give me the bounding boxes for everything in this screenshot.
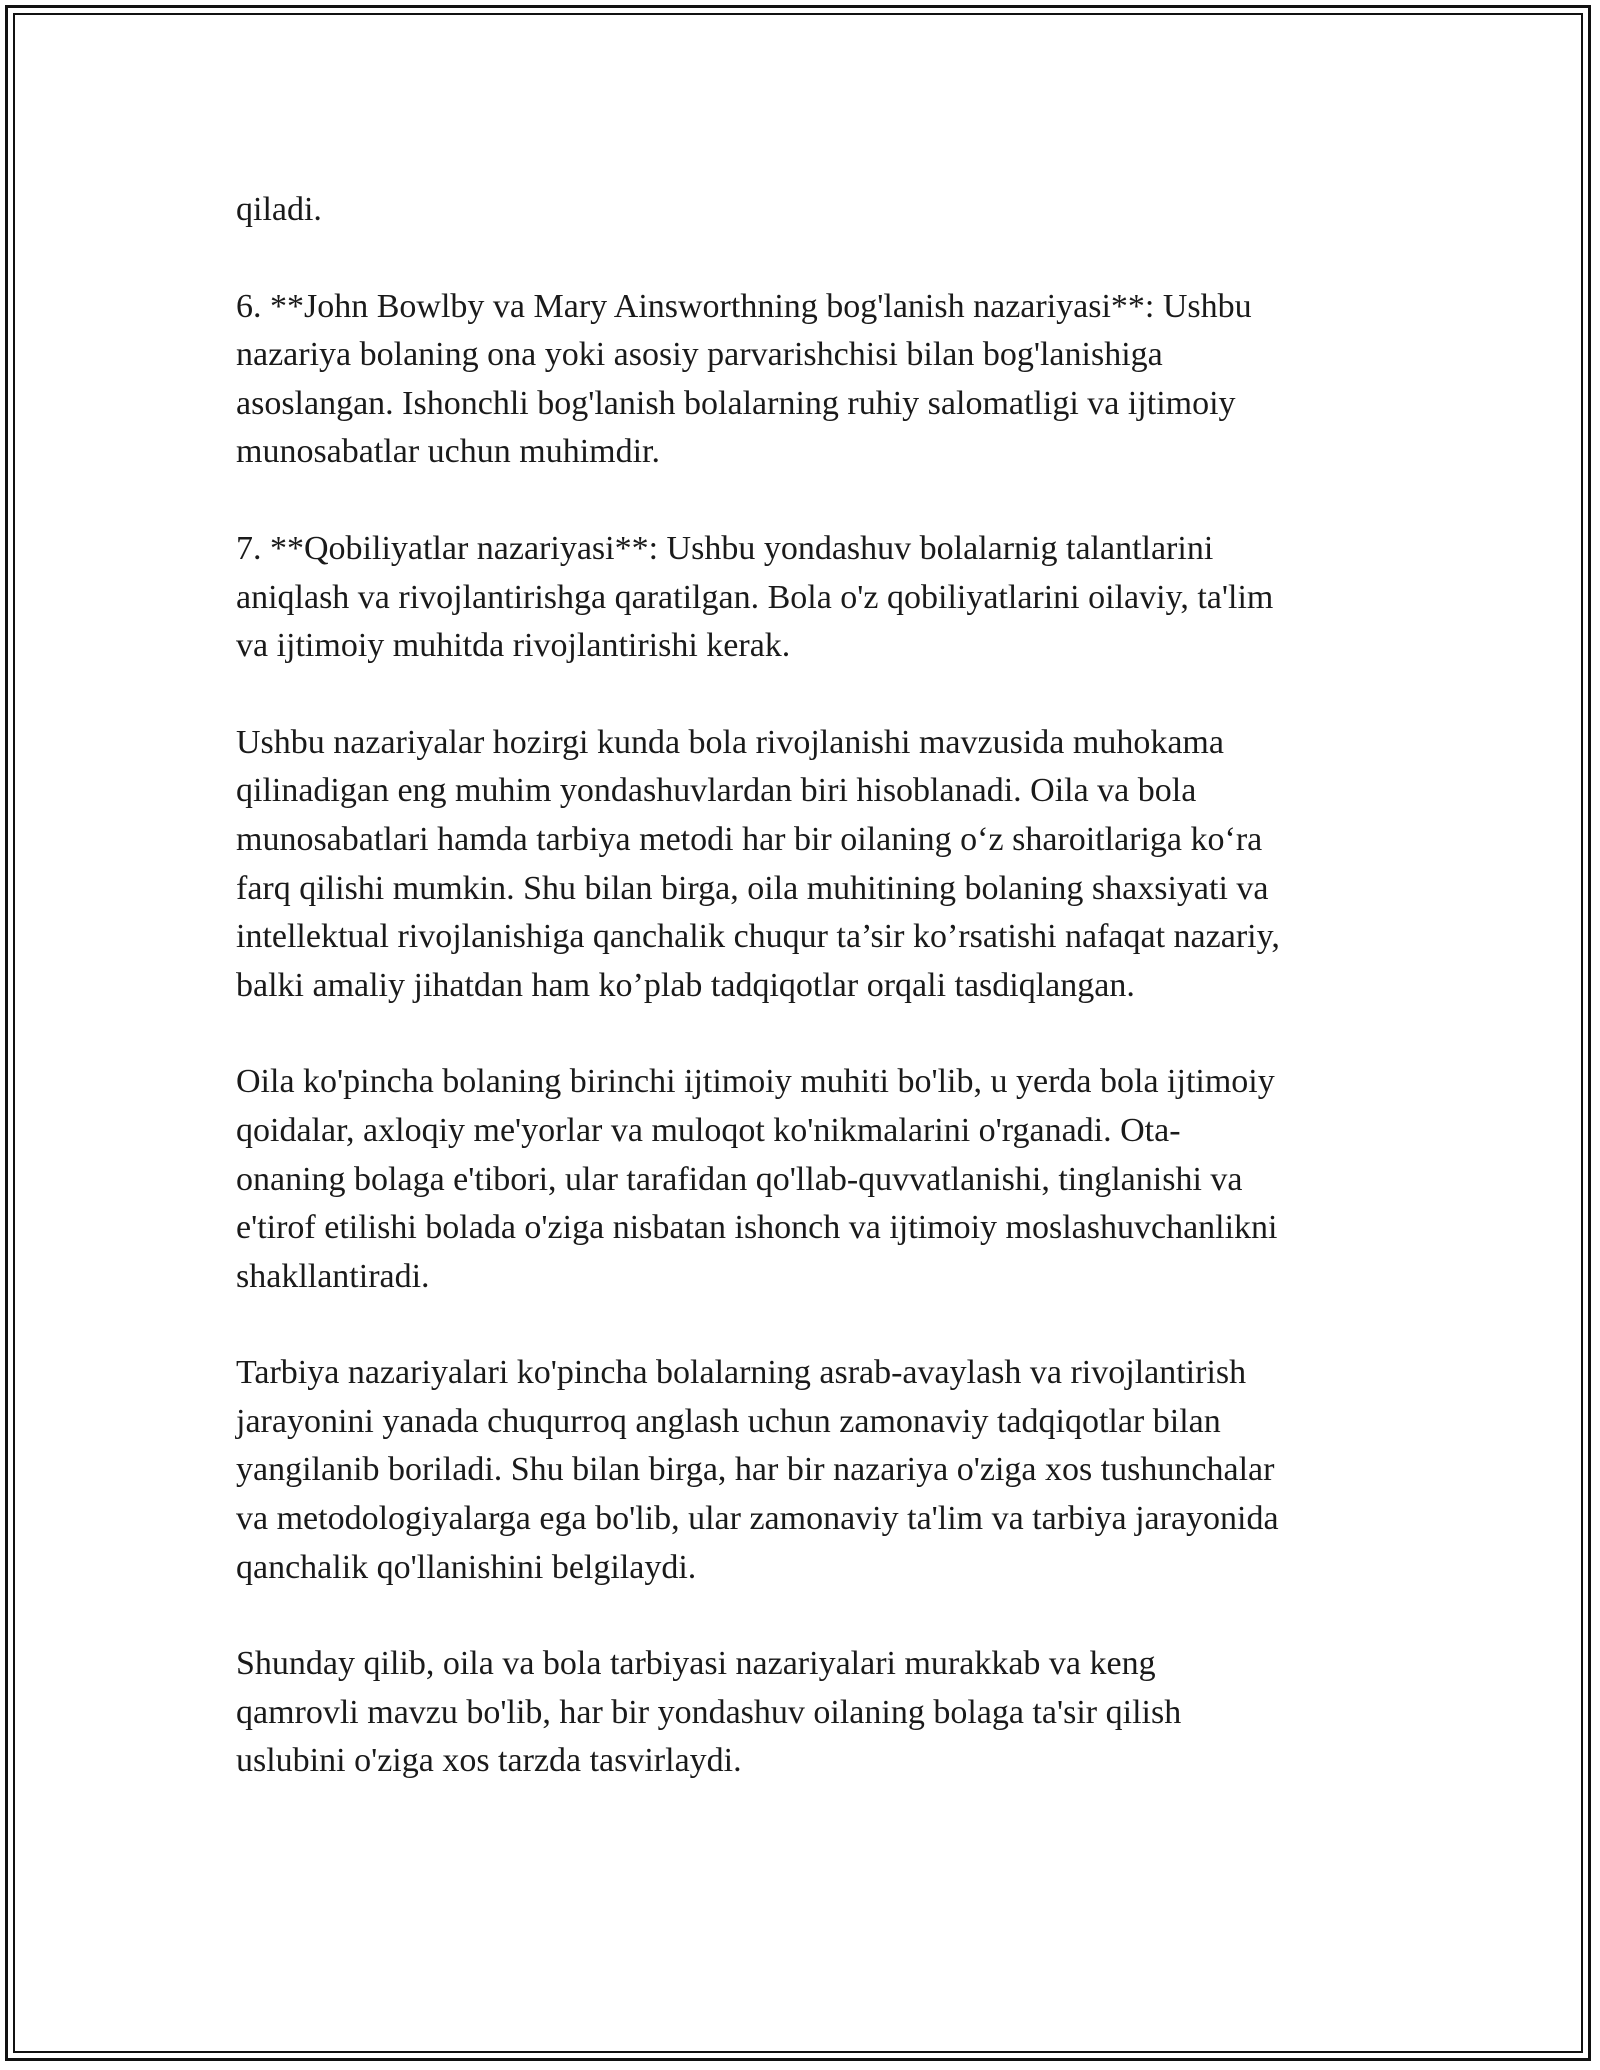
document-body	[236, 186, 1376, 1834]
paragraph-bowlby-ainsworth-theory: 6. **John Bowlby va Mary Ainsworthning bog'lanish nazariyasi**: Ushbu nazariya bolaning ona yoki asosiy parvarishchisi bilan bog'lanishiga asoslangan. Ishonchli bog'lanish bolalarning ruhiy salomatligi va ijtimoiy munosabatlar uchun muhimdir.	[236, 287, 1252, 471]
paragraph-conclusion: Shunday qilib, oila va bola tarbiyasi nazariyalari murakkab va keng qamrovli mavzu bo'lib, har bir yondashuv oilaning bolaga ta'sir qilish uslubini o'ziga xos tarzda tasvirlaydi.	[236, 1645, 1182, 1780]
paragraph-abilities-theory: 7. **Qobiliyatlar nazariyasi**: Ushbu yondashuv bolalarnig talantlarini aniqlash va rivojlantirishga qaratilgan. Bola o'z qobiliyatlarini oilaviy, ta'lim va ijtimoiy muhitda rivojlantirishi kerak.	[236, 529, 1274, 665]
paragraph-continuation: qiladi.	[236, 191, 322, 228]
paragraph-theories-overview: Ushbu nazariyalar hozirgi kunda bola rivojlanishi mavzusida muhokama qilinadigan eng muhim yondashuvlardan biri hisoblanadi. Oila va bola munosabatlari hamda tarbiya metodi har bir oilaning o‘z sharoitlariga ko‘ra farq qilishi mumkin. Shu bilan birga, oila muhitining bolaning shaxsiyati va intellektual rivojlanishiga qanchalik chuqur ta’sir ko’rsatishi nafaqat nazariy, balki amaliy jihatdan ham ko’plab tadqiqotlar orqali tasdiqlangan.	[236, 723, 1280, 1004]
paragraph-upbringing-research: Tarbiya nazariyalari ko'pincha bolalarning asrab-avaylash va rivojlantirish jarayonini yanada chuqurroq anglash uchun zamonaviy tadqiqotlar bilan yangilanib boriladi. Shu bilan birga, har bir nazariya o'ziga xos tushunchalar va metodologiyalarga ega bo'lib, ular zamonaviy ta'lim va tarbiya jarayonida qanchalik qo'llanishini belgilaydi.	[236, 1354, 1279, 1586]
paragraph-family-social-environment: Oila ko'pincha bolaning birinchi ijtimoiy muhiti bo'lib, u yerda bola ijtimoiy qoidalar, axloqiy me'yorlar va muloqot ko'nikmalarini o'rganadi. Ota- onaning bolaga e'tibori, ular tarafidan qo'llab-quvvatlanishi, tinglanishi va e'tirof etilishi bolada o'ziga nisbatan ishonch va ijtimoiy moslashuvchanlikni shakllantiradi.	[236, 1063, 1278, 1295]
